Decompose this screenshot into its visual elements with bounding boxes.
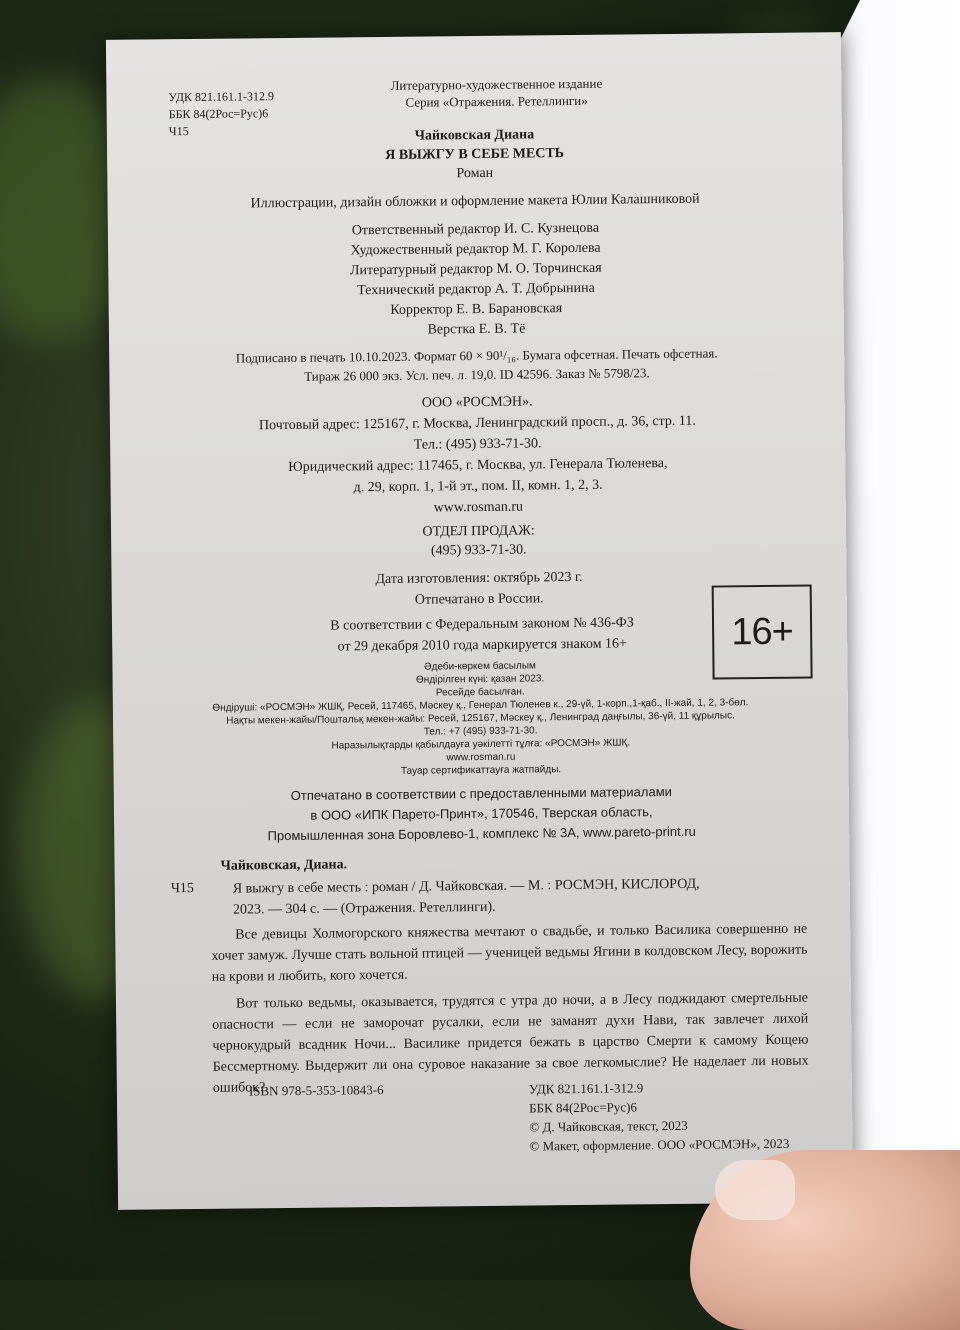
printer-line: в ООО «ИПК Парето-Принт», 170546, Тверская область, — [310, 804, 653, 823]
manufacture-date: Дата изготовления: октябрь 2023 г. — [375, 569, 583, 588]
genre: Роман — [456, 165, 494, 182]
footer-udk: УДК 821.161.1-312.9 — [528, 1080, 644, 1097]
sales-heading: ОТДЕЛ ПРОДАЖ: — [422, 523, 535, 540]
annotation-paragraph: Вот только ведьмы, оказывается, трудятся с утра до ночи, а в Лесу поджидают смертельные опасности — если не заморочат русалки, если не заманят духи Нави, так завлечет лихой чернокудрый всадник Ночи... Василике придется бежать в царство Смерти к самому Кощею Бессмертному. Выдержит ли она суровое наказание за свое легкомыслие? Не наделает ли новых ошибок? — [212, 990, 809, 1096]
credit-line: Художественный редактор М. Г. Королева — [350, 240, 601, 259]
print-info — [109, 342, 844, 388]
catalog-code: Ч15 — [170, 881, 194, 897]
copyright-layout: © Макет, оформление. ООО «РОСМЭН», 2023 — [529, 1135, 790, 1154]
kazakh-line: Әдеби-көркем басылым — [424, 660, 536, 673]
credit-line: Литературный редактор М. О. Торчинская — [349, 260, 602, 279]
print-info-line: Тираж 26 000 экз. Усл. печ. л. 19,0. ID 42596. Заказ № 5798/23. — [304, 365, 650, 384]
author-code: Ч15 — [168, 124, 189, 139]
kazakh-line: Өндірілген күні: қазан 2023. — [415, 673, 545, 686]
catalog-line: 2023. — 304 с. — (Отражения. Ретеллинги). — [232, 899, 496, 918]
thumbnail-highlight — [715, 1160, 795, 1220]
kazakh-line: Ресейде басылған. — [435, 686, 525, 699]
printer-line: Отпечатано в соответствии с предоставленными материалами — [290, 783, 672, 803]
law-line: В соответствии с Федеральным законом № 436-ФЗ — [330, 615, 634, 634]
author-name: Чайковская Диана — [414, 127, 535, 144]
credit-line: Корректор Е. В. Барановская — [390, 301, 563, 318]
publisher-line: www.rosman.ru — [433, 499, 524, 516]
book-title: Я ВЫЖГУ В СЕБЕ МЕСТЬ — [385, 146, 565, 163]
edition-block — [356, 74, 636, 111]
print-info-line: Подписано в печать 10.10.2023. Формат 60 × 90¹/₁₆. Бумага офсетная. Печать офсетная. — [235, 345, 718, 366]
title-block — [107, 122, 843, 187]
catalog-line: Я выжгу в себе месть : роман / Д. Чайковская. — М. : РОСМЭН, КИСЛОРОД, — [232, 876, 700, 897]
publisher-line: д. 29, корп. 1, 1-й эт., пом. II, комн. 1, 2, 3. — [353, 477, 603, 496]
sales-block — [111, 518, 846, 564]
footer-right-block — [529, 1077, 790, 1156]
printer-line: Промышленная зона Боровлево-1, комплекс № 3А, www.pareto-print.ru — [267, 823, 696, 844]
kazakh-line: Тауар сертификаттауға жатпайды. — [400, 764, 562, 777]
book-page — [106, 32, 853, 1210]
copyright-text: © Д. Чайковская, текст, 2023 — [529, 1117, 688, 1135]
kazakh-line: Наразылықтарды қабылдауға уәкілетті тұлға: «РОСМЭН» ЖШҚ. — [331, 737, 631, 752]
sales-phone: (495) 933-71-30. — [430, 542, 527, 559]
publisher-line: Тел.: (495) 933-71-30. — [413, 436, 542, 453]
credit-line: Верстка Е. В. Тё — [427, 321, 526, 338]
bbk-line: ББК 84(2Рос=Рус)6 — [168, 106, 269, 122]
edition-type: Литературно-художественное издание — [390, 75, 603, 93]
isbn: ISBN 978-5-353-10843-6 — [248, 1082, 384, 1099]
kazakh-line: Өндіруші: «РОСМЭН» ЖШҚ, Ресей, 117465, Мәскеу қ., Генерал Тюленев к., 29-үй, 1-корп.,1-қаб., II-жай, 1, 2, 3-бөл. — [212, 697, 749, 714]
illustrations-credit: Иллюстрации, дизайн обложки и оформление макета Юлии Калашниковой — [250, 191, 700, 212]
publisher-block — [110, 388, 846, 522]
publisher-line: ООО «РОСМЭН». — [421, 394, 533, 411]
age-rating-badge: 16+ — [712, 585, 813, 680]
credit-line: Технический редактор А. Т. Добрынина — [357, 280, 595, 299]
publisher-line: Юридический адрес: 117465, г. Москва, ул. Генерала Тюленева, — [288, 456, 668, 475]
udk-line: УДК 821.161.1-312.9 — [168, 89, 275, 105]
kazakh-block — [112, 656, 848, 781]
annotation — [211, 919, 809, 1099]
printer-block — [114, 780, 850, 848]
catalog-entry — [233, 873, 813, 921]
law-block — [262, 612, 702, 659]
law-line: от 29 декабря 2010 года маркируется знаком 16+ — [337, 636, 627, 655]
publisher-line: Почтовый адрес: 125167, г. Москва, Ленинградский просп., д. 36, стр. 11. — [258, 413, 696, 434]
credit-line: Ответственный редактор И. С. Кузнецова — [351, 220, 600, 239]
footer-bbk: ББК 84(2Рос=Рус)6 — [529, 1099, 638, 1116]
kazakh-line: www.rosman.ru — [446, 751, 516, 764]
series-name: Серия «Отражения. Ретеллинги» — [405, 92, 588, 110]
kazakh-line: Тел.: +7 (495) 933-71-30. — [423, 725, 538, 738]
credits-list — [108, 216, 844, 344]
annotation-paragraph: Все девицы Холмогорского княжества мечтают о свадьбе, и только Василика совершенно не хочет замуж. Лучше стать вольной птицей — ученицей ведьмы Ягини в колдовском Лесу, ворожить на крови и любить, кого хочется. — [211, 921, 808, 985]
catalog-author: Чайковская, Диана. — [220, 857, 348, 874]
printed-in: Отпечатано в России. — [414, 591, 544, 608]
kazakh-line: Нақты мекен-жайы/Поштальқ мекен-жайы: Ресей, 125167, Мәскеу қ., Ленинград даңғылы, 36-үй, 11 құрылыс. — [226, 710, 735, 727]
